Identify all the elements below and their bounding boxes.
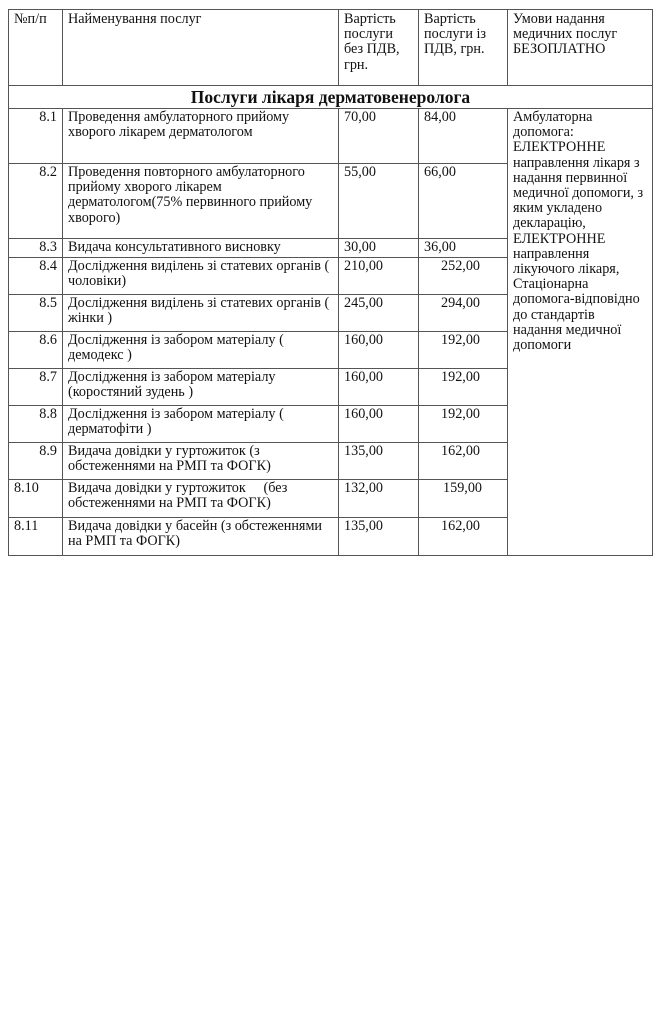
row-price-vat: 192,00 xyxy=(419,369,508,406)
row-name: Видача довідки у басейн (з обстеженнями на РМП та ФОГК) xyxy=(63,518,339,556)
row-price-vat: 162,00 xyxy=(419,443,508,480)
row-price-no-vat: 135,00 xyxy=(339,443,419,480)
row-price-vat: 36,00 xyxy=(419,239,508,258)
row-price-no-vat: 245,00 xyxy=(339,295,419,332)
row-name: Проведення амбулаторного прийому хворого лікарем дерматологом xyxy=(63,109,339,164)
row-name: Дослідження із забором матеріалу ( демодекс ) xyxy=(63,332,339,369)
row-price-no-vat: 160,00 xyxy=(339,406,419,443)
row-num: 8.9 xyxy=(9,443,63,480)
price-table xyxy=(8,9,653,556)
row-name: Видача довідки у гуртожиток (без обстеженнями на РМП та ФОГК) xyxy=(63,480,339,518)
row-num: 8.3 xyxy=(9,239,63,258)
header-name: Найменування послуг xyxy=(63,10,339,86)
header-price-vat: Вартість послуги із ПДВ, грн. xyxy=(419,10,508,86)
row-price-no-vat: 132,00 xyxy=(339,480,419,518)
row-num: 8.2 xyxy=(9,164,63,239)
row-name: Проведення повторного амбулаторного прийому хворого лікарем дерматологом(75% первинного прийому хворого) xyxy=(63,164,339,239)
row-name: Дослідження виділень зі статевих органів ( чоловіки) xyxy=(63,258,339,295)
row-price-no-vat: 160,00 xyxy=(339,332,419,369)
table-row xyxy=(9,109,653,164)
row-num: 8.10 xyxy=(9,480,63,518)
header-num: №п/п xyxy=(9,10,63,86)
conditions-cell: Амбулаторна допомога: ЕЛЕКТРОННЕ направлення лікаря з надання первинної медичної допомоги, з яким укладено декларацію, ЕЛЕКТРОННЕ направлення лікуючого лікаря, Стаціонарна допомога-відповідно до стандартів надання медичної допомоги xyxy=(508,109,653,556)
row-name: Видача довідки у гуртожиток (з обстеженнями на РМП та ФОГК) xyxy=(63,443,339,480)
row-name: Дослідження із забором матеріалу ( дерматофіти ) xyxy=(63,406,339,443)
row-price-vat: 84,00 xyxy=(419,109,508,164)
row-price-no-vat: 210,00 xyxy=(339,258,419,295)
row-num: 8.4 xyxy=(9,258,63,295)
header-price-no-vat: Вартість послуги без ПДВ, грн. xyxy=(339,10,419,86)
row-price-vat: 66,00 xyxy=(419,164,508,239)
header-conditions: Умови надання медичних послуг БЕЗОПЛАТНО xyxy=(508,10,653,86)
row-num: 8.6 xyxy=(9,332,63,369)
row-price-no-vat: 30,00 xyxy=(339,239,419,258)
row-price-vat: 294,00 xyxy=(419,295,508,332)
row-num: 8.1 xyxy=(9,109,63,164)
row-price-no-vat: 160,00 xyxy=(339,369,419,406)
row-price-vat: 192,00 xyxy=(419,406,508,443)
row-num: 8.5 xyxy=(9,295,63,332)
row-num: 8.11 xyxy=(9,518,63,556)
row-name: Дослідження із забором матеріалу (коростяний зудень ) xyxy=(63,369,339,406)
row-price-no-vat: 135,00 xyxy=(339,518,419,556)
row-price-vat: 159,00 xyxy=(419,480,508,518)
table-header-row xyxy=(9,10,653,86)
row-name: Видача консультативного висновку xyxy=(63,239,339,258)
row-name: Дослідження виділень зі статевих органів ( жінки ) xyxy=(63,295,339,332)
section-row xyxy=(9,86,653,109)
row-price-no-vat: 55,00 xyxy=(339,164,419,239)
row-price-vat: 252,00 xyxy=(419,258,508,295)
section-title: Послуги лікаря дерматовенеролога xyxy=(9,86,653,109)
row-num: 8.8 xyxy=(9,406,63,443)
row-num: 8.7 xyxy=(9,369,63,406)
row-price-vat: 162,00 xyxy=(419,518,508,556)
row-price-vat: 192,00 xyxy=(419,332,508,369)
row-price-no-vat: 70,00 xyxy=(339,109,419,164)
